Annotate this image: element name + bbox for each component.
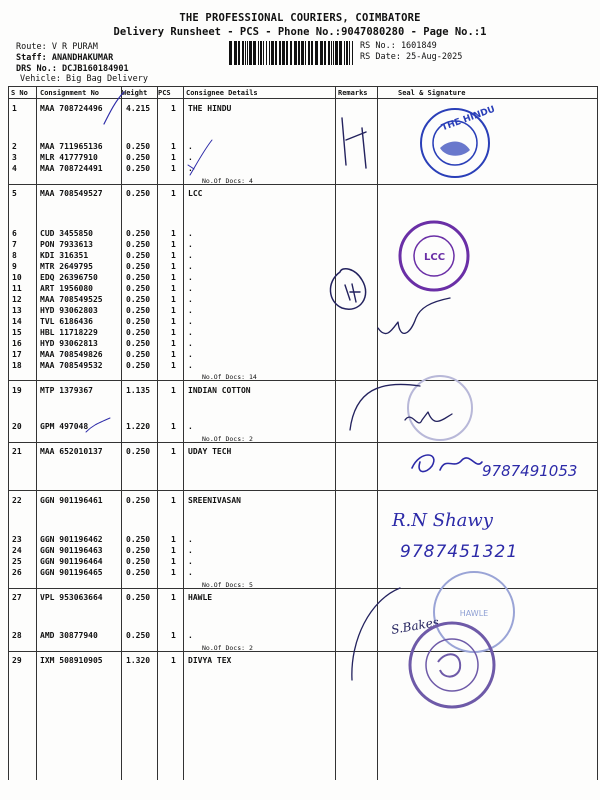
- row-consignment-number: CUD 3455850: [40, 229, 93, 238]
- row-serial-number: 28: [12, 631, 22, 640]
- row-consignment-number: MLR 41777910: [40, 153, 98, 162]
- row-pcs: 1: [171, 189, 176, 198]
- row-consignee-name: LCC: [188, 189, 203, 198]
- row-pcs: 1: [171, 422, 176, 431]
- row-weight: 0.250: [126, 262, 151, 271]
- row-consignment-number: EDQ 26396750: [40, 273, 98, 282]
- row-consignee-placeholder: .: [188, 328, 193, 337]
- row-consignee-placeholder: .: [188, 361, 193, 370]
- row-serial-number: 1: [12, 104, 17, 113]
- row-consignee-placeholder: .: [188, 164, 193, 173]
- row-consignment-number: IXM 508910905: [40, 656, 103, 665]
- row-pcs: 1: [171, 142, 176, 151]
- row-weight: 0.250: [126, 557, 151, 566]
- signature-mark: [378, 298, 450, 334]
- stamp-divya-tex: [410, 623, 494, 707]
- row-serial-number: 3: [12, 153, 17, 162]
- staff-label: Staff: ANANDHAKUMAR: [16, 53, 114, 63]
- row-consignee-placeholder: .: [188, 339, 193, 348]
- row-consignment-number: MTP 1379367: [40, 386, 93, 395]
- row-consignee-placeholder: .: [188, 262, 193, 271]
- row-consignee-name: THE HINDU: [188, 104, 232, 113]
- row-serial-number: 12: [12, 295, 22, 304]
- row-consignment-number: PON 7933613: [40, 240, 93, 249]
- row-consignee-placeholder: .: [188, 240, 193, 249]
- row-serial-number: 16: [12, 339, 22, 348]
- row-consignment-number: MAA 652010137: [40, 447, 103, 456]
- row-weight: 1.220: [126, 422, 151, 431]
- row-pcs: 1: [171, 447, 176, 456]
- row-consignment-number: MAA 708724496: [40, 104, 103, 113]
- doc-count: No.Of Docs: 14: [202, 373, 257, 381]
- row-serial-number: 29: [12, 656, 22, 665]
- row-consignee-name: UDAY TECH: [188, 447, 232, 456]
- col-header-consignment: Consignment No: [40, 89, 100, 97]
- row-weight: 0.250: [126, 447, 151, 456]
- row-serial-number: 13: [12, 306, 22, 315]
- row-serial-number: 6: [12, 229, 17, 238]
- signature-mark: [330, 269, 365, 309]
- row-pcs: 1: [171, 104, 176, 113]
- row-pcs: 1: [171, 350, 176, 359]
- row-pcs: 1: [171, 557, 176, 566]
- handwritten-signature-name: R.N Shawy: [392, 510, 493, 531]
- row-weight: 0.250: [126, 295, 151, 304]
- row-consignment-number: HYD 93062813: [40, 339, 98, 348]
- row-consignment-number: MAA 708549826: [40, 350, 103, 359]
- row-pcs: 1: [171, 496, 176, 505]
- row-weight: 0.250: [126, 361, 151, 370]
- row-weight: 0.250: [126, 631, 151, 640]
- row-consignee-placeholder: .: [188, 295, 193, 304]
- row-consignee-placeholder: .: [188, 546, 193, 555]
- doc-count: No.Of Docs: 4: [202, 177, 253, 185]
- row-pcs: 1: [171, 339, 176, 348]
- col-header-remarks: Remarks: [338, 89, 368, 97]
- row-pcs: 1: [171, 593, 176, 602]
- col-header-sno: S No: [11, 89, 28, 97]
- row-consignee-name: INDIAN COTTON: [188, 386, 251, 395]
- row-serial-number: 25: [12, 557, 22, 566]
- row-pcs: 1: [171, 328, 176, 337]
- row-consignment-number: GGN 901196462: [40, 535, 103, 544]
- col-header-weight: Weight: [122, 89, 148, 97]
- row-serial-number: 27: [12, 593, 22, 602]
- row-consignee-placeholder: .: [188, 153, 193, 162]
- row-weight: 0.250: [126, 496, 151, 505]
- tick-mark: [188, 140, 212, 175]
- row-pcs: 1: [171, 386, 176, 395]
- row-consignment-number: VPL 953063664: [40, 593, 103, 602]
- col-header-consignee: Consignee Details: [186, 89, 258, 97]
- row-consignment-number: GGN 901196465: [40, 568, 103, 577]
- handwritten-signature-4: S.Bakes: [390, 614, 440, 637]
- row-serial-number: 9: [12, 262, 17, 271]
- signature-mark: [350, 384, 452, 430]
- row-pcs: 1: [171, 262, 176, 271]
- row-serial-number: 18: [12, 361, 22, 370]
- row-consignment-number: MAA 708724491: [40, 164, 103, 173]
- row-consignment-number: MTR 2649795: [40, 262, 93, 271]
- signature-mark: [345, 284, 360, 302]
- row-serial-number: 5: [12, 189, 17, 198]
- row-consignee-placeholder: .: [188, 631, 193, 640]
- row-consignee-name: SREENIVASAN: [188, 496, 241, 505]
- row-weight: 0.250: [126, 240, 151, 249]
- row-consignee-placeholder: .: [188, 284, 193, 293]
- row-weight: 0.250: [126, 593, 151, 602]
- row-consignee-placeholder: .: [188, 422, 193, 431]
- row-consignment-number: MAA 708549527: [40, 189, 103, 198]
- drs-number: DRS No.: DCJB160184901: [16, 64, 129, 74]
- row-consignment-number: HBL 11718229: [40, 328, 98, 337]
- row-consignment-number: GPM 497048: [40, 422, 89, 431]
- row-weight: 0.250: [126, 142, 151, 151]
- row-serial-number: 10: [12, 273, 22, 282]
- row-pcs: 1: [171, 306, 176, 315]
- row-serial-number: 22: [12, 496, 22, 505]
- row-serial-number: 7: [12, 240, 17, 249]
- stamp-lcc: [400, 222, 468, 290]
- row-pcs: 1: [171, 229, 176, 238]
- row-consignee-placeholder: .: [188, 229, 193, 238]
- row-consignment-number: AMD 30877940: [40, 631, 98, 640]
- row-pcs: 1: [171, 273, 176, 282]
- stamp-text: HAWLE: [459, 609, 489, 618]
- row-consignment-number: TVL 6186436: [40, 317, 93, 326]
- row-consignment-number: GGN 901196463: [40, 546, 103, 555]
- row-serial-number: 17: [12, 350, 22, 359]
- row-weight: 0.250: [126, 306, 151, 315]
- col-header-pcs: PCS: [158, 89, 171, 97]
- route-label: Route: V R PURAM: [16, 42, 98, 52]
- row-weight: 0.250: [126, 153, 151, 162]
- row-pcs: 1: [171, 295, 176, 304]
- row-weight: 0.250: [126, 568, 151, 577]
- row-consignment-number: MAA 708549525: [40, 295, 103, 304]
- tick-mark: [86, 418, 110, 432]
- rs-number: RS No.: 1601849: [360, 41, 437, 51]
- row-consignment-number: MAA 708549532: [40, 361, 103, 370]
- stamp-text: THE HINDU: [440, 104, 497, 134]
- rs-date: RS Date: 25-Aug-2025: [360, 52, 463, 62]
- row-pcs: 1: [171, 631, 176, 640]
- row-serial-number: 11: [12, 284, 22, 293]
- row-consignment-number: ART 1956080: [40, 284, 93, 293]
- row-weight: 0.250: [126, 317, 151, 326]
- row-weight: 0.250: [126, 189, 151, 198]
- row-pcs: 1: [171, 317, 176, 326]
- row-consignee-name: DIVYA TEX: [188, 656, 232, 665]
- row-serial-number: 21: [12, 447, 22, 456]
- row-serial-number: 23: [12, 535, 22, 544]
- doc-count: No.Of Docs: 2: [202, 435, 253, 443]
- row-weight: 0.250: [126, 284, 151, 293]
- row-consignee-name: HAWLE: [188, 593, 213, 602]
- tick-mark: [104, 92, 124, 124]
- row-pcs: 1: [171, 568, 176, 577]
- row-weight: 0.250: [126, 251, 151, 260]
- row-serial-number: 8: [12, 251, 17, 260]
- row-weight: 0.250: [126, 546, 151, 555]
- row-serial-number: 26: [12, 568, 22, 577]
- row-pcs: 1: [171, 656, 176, 665]
- row-serial-number: 2: [12, 142, 17, 151]
- row-consignee-placeholder: .: [188, 350, 193, 359]
- row-serial-number: 19: [12, 386, 22, 395]
- row-pcs: 1: [171, 535, 176, 544]
- row-pcs: 1: [171, 284, 176, 293]
- runsheet-subtitle: Delivery Runsheet - PCS - Phone No.:9047080280 - Page No.:1: [113, 26, 487, 38]
- row-consignment-number: HYD 93062803: [40, 306, 98, 315]
- doc-count: No.Of Docs: 5: [202, 581, 253, 589]
- row-pcs: 1: [171, 361, 176, 370]
- row-pcs: 1: [171, 240, 176, 249]
- row-serial-number: 4: [12, 164, 17, 173]
- row-consignee-placeholder: .: [188, 557, 193, 566]
- handwritten-phone-1: 9787491053: [482, 462, 578, 480]
- row-serial-number: 15: [12, 328, 22, 337]
- row-consignee-placeholder: .: [188, 306, 193, 315]
- row-serial-number: 20: [12, 422, 22, 431]
- row-consignee-placeholder: .: [188, 251, 193, 260]
- row-consignee-placeholder: .: [188, 142, 193, 151]
- row-serial-number: 24: [12, 546, 22, 555]
- signature-mark: [342, 118, 366, 168]
- row-weight: 0.250: [126, 339, 151, 348]
- row-pcs: 1: [171, 164, 176, 173]
- row-weight: 1.135: [126, 386, 151, 395]
- row-pcs: 1: [171, 153, 176, 162]
- company-title: THE PROFESSIONAL COURIERS, COIMBATORE: [179, 12, 421, 24]
- row-consignment-number: GGN 901196461: [40, 496, 103, 505]
- stamp-text: LCC: [424, 252, 446, 263]
- col-header-seal: Seal & Signature: [398, 89, 466, 97]
- row-consignee-placeholder: .: [188, 317, 193, 326]
- row-weight: 0.250: [126, 164, 151, 173]
- doc-count: No.Of Docs: 2: [202, 644, 253, 652]
- row-consignee-placeholder: .: [188, 568, 193, 577]
- row-pcs: 1: [171, 251, 176, 260]
- row-serial-number: 14: [12, 317, 22, 326]
- row-consignment-number: GGN 901196464: [40, 557, 103, 566]
- row-weight: 0.250: [126, 273, 151, 282]
- row-weight: 4.215: [126, 104, 151, 113]
- row-weight: 0.250: [126, 229, 151, 238]
- row-consignee-placeholder: .: [188, 535, 193, 544]
- row-consignment-number: KDI 316351: [40, 251, 89, 260]
- stamp-the-hindu: [421, 105, 497, 177]
- vehicle-label: Vehicle: Big Bag Delivery: [20, 74, 148, 84]
- signature-mark: [412, 455, 482, 472]
- row-pcs: 1: [171, 546, 176, 555]
- row-consignee-placeholder: .: [188, 273, 193, 282]
- row-consignment-number: MAA 711965136: [40, 142, 103, 151]
- row-weight: 0.250: [126, 350, 151, 359]
- handwritten-phone-2: 9787451321: [400, 542, 519, 562]
- row-weight: 0.250: [126, 535, 151, 544]
- row-weight: 0.250: [126, 328, 151, 337]
- row-weight: 1.320: [126, 656, 151, 665]
